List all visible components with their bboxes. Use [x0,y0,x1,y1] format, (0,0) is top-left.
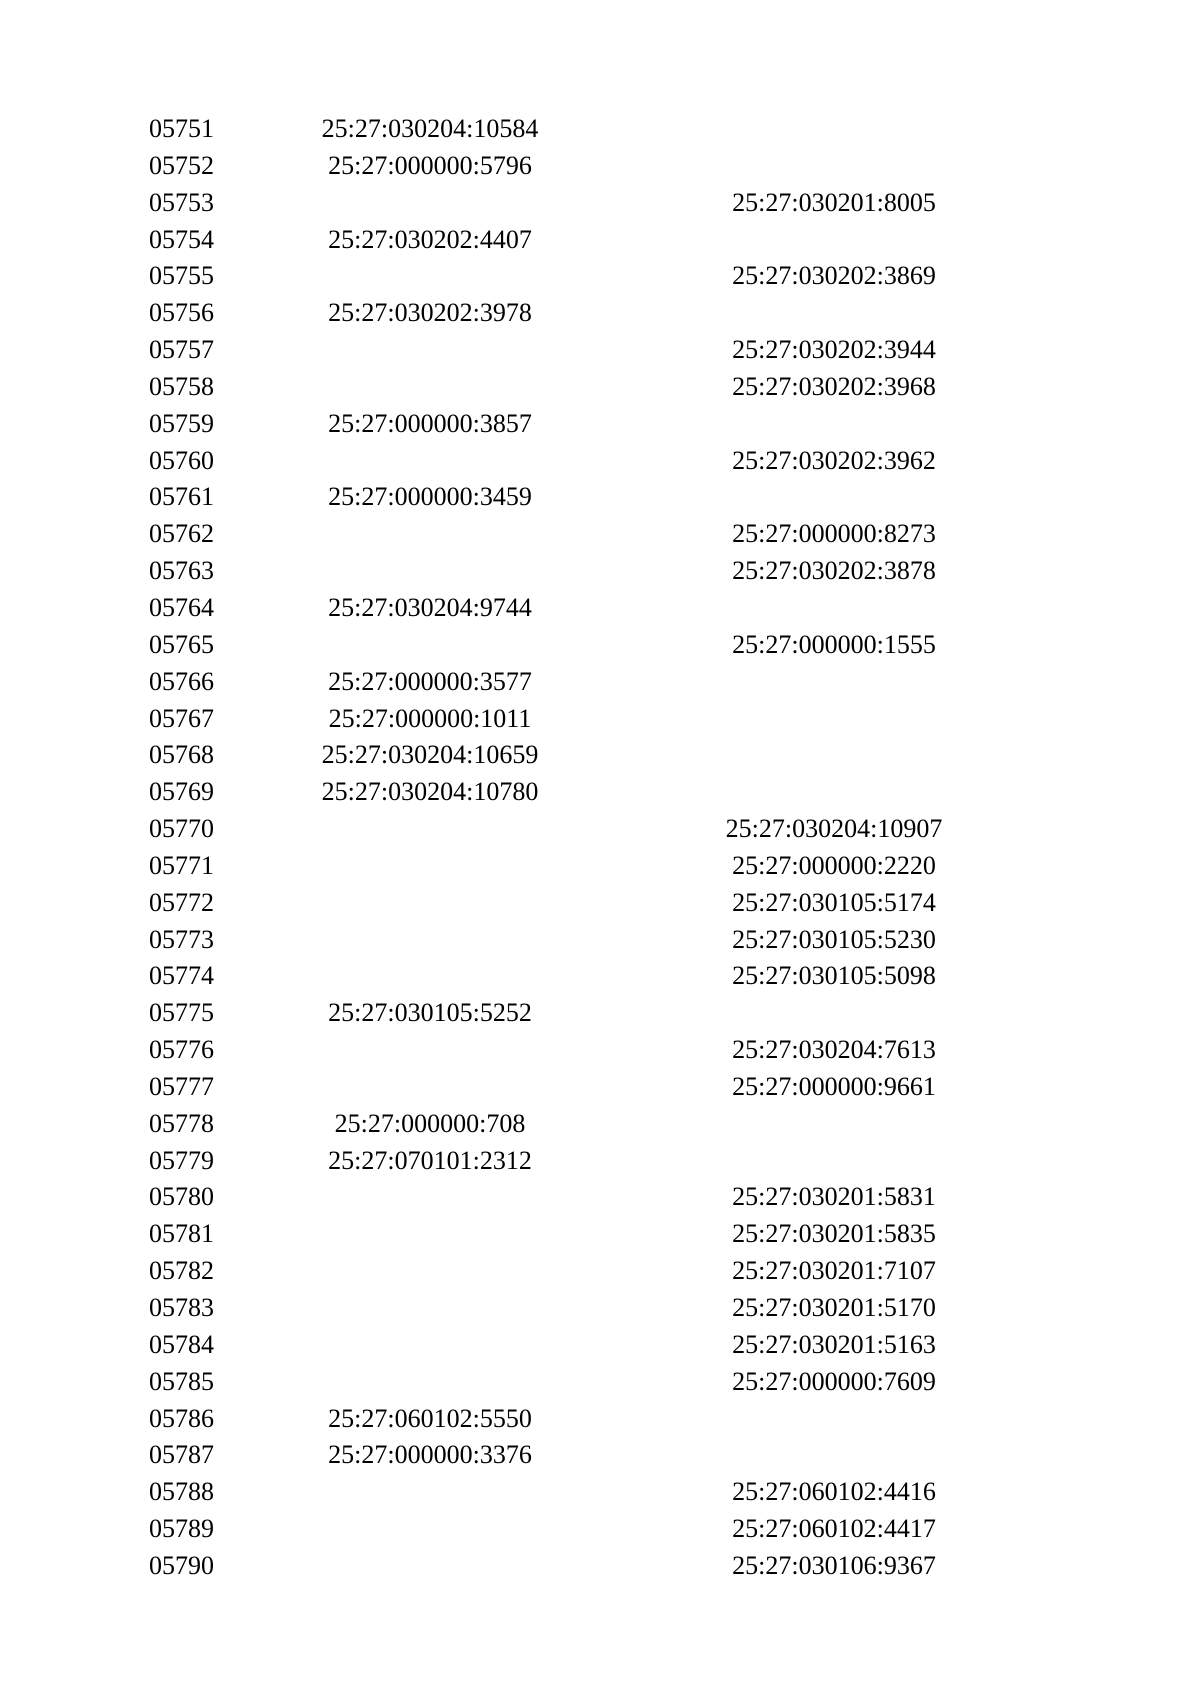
row-number: 05755 [149,261,214,291]
row-number: 05784 [149,1329,214,1359]
cadastral-number-column-b: 25:27:030204:7613 [732,1035,936,1065]
row-number: 05776 [149,1035,214,1065]
cadastral-number-column-a: 25:27:000000:5796 [328,150,532,180]
table-row [0,1032,1200,1069]
cadastral-number-column-b: 25:27:000000:1555 [732,629,936,659]
row-number: 05752 [149,150,214,180]
table-row [0,995,1200,1032]
row-number: 05769 [149,777,214,807]
row-number: 05779 [149,1145,214,1175]
cadastral-number-column-b: 25:27:030201:5163 [732,1329,936,1359]
table-row [0,1290,1200,1327]
row-number: 05770 [149,814,214,844]
row-number: 05774 [149,961,214,991]
table-row [0,774,1200,811]
table-row [0,1216,1200,1253]
row-number: 05753 [149,187,214,217]
table-row [0,1474,1200,1511]
table-row [0,848,1200,885]
table-row [0,1327,1200,1364]
row-number: 05777 [149,1071,214,1101]
table-row [0,627,1200,664]
cadastral-number-column-b: 25:27:030105:5174 [732,887,936,917]
cadastral-number-column-b: 25:27:030202:3968 [732,371,936,401]
row-number: 05790 [149,1550,214,1580]
cadastral-number-column-a: 25:27:000000:708 [334,1108,526,1138]
table-row [0,185,1200,222]
table-row [0,701,1200,738]
table-row [0,222,1200,259]
row-number: 05783 [149,1293,214,1322]
cadastral-number-column-a: 25:27:000000:3459 [328,482,532,512]
cadastral-number-column-b: 25:27:030202:3878 [732,556,936,586]
row-number: 05766 [149,666,214,696]
cadastral-number-column-b: 25:27:030204:10907 [725,814,943,844]
row-number: 05775 [149,998,214,1028]
table-row [0,737,1200,774]
table-row [0,590,1200,627]
row-number: 05761 [149,482,214,512]
table-row [0,1179,1200,1216]
cadastral-number-column-b: 25:27:060102:4417 [732,1514,936,1544]
cadastral-number-column-b: 25:27:000000:2220 [732,850,936,880]
row-number: 05760 [149,445,214,475]
cadastral-number-column-a: 25:27:030202:4407 [328,224,532,254]
row-number: 05756 [149,298,214,328]
cadastral-number-column-b: 25:27:030201:5170 [732,1293,936,1322]
row-number: 05767 [149,703,214,733]
row-number: 05786 [149,1403,214,1433]
cadastral-number-column-b: 25:27:000000:9661 [732,1071,936,1101]
table-row [0,369,1200,406]
cadastral-number-column-b: 25:27:030202:3869 [732,261,936,291]
table-row [0,1511,1200,1548]
table-row [0,295,1200,332]
table-row [0,1364,1200,1401]
cadastral-number-column-a: 25:27:000000:3857 [328,408,532,438]
row-number: 05781 [149,1219,214,1249]
row-number: 05768 [149,740,214,770]
cadastral-number-column-a: 25:27:030204:10780 [321,777,539,807]
table-row [0,922,1200,959]
cadastral-number-column-a: 25:27:000000:3376 [328,1440,532,1470]
cadastral-number-column-b: 25:27:030202:3962 [732,445,936,475]
table-row [0,148,1200,185]
row-number: 05757 [149,335,214,365]
cadastral-number-column-b: 25:27:030201:5835 [732,1219,936,1249]
cadastral-number-column-a: 25:27:030105:5252 [328,998,532,1028]
table-row [0,958,1200,995]
cadastral-number-column-a: 25:27:000000:1011 [328,703,532,733]
table-row [0,1437,1200,1474]
row-number: 05751 [149,114,214,143]
table-row [0,664,1200,701]
table-row [0,553,1200,590]
table-row [0,479,1200,516]
table-row [0,885,1200,922]
row-number: 05759 [149,408,214,438]
table-row [0,811,1200,848]
cadastral-number-column-b: 25:27:030105:5098 [732,961,936,991]
table-row [0,1253,1200,1290]
cadastral-number-column-a: 25:27:070101:2312 [328,1145,532,1175]
cadastral-number-table [0,111,1200,1585]
table-row [0,516,1200,553]
table-row [0,443,1200,480]
cadastral-number-column-a: 25:27:030204:9744 [328,592,532,622]
cadastral-number-column-b: 25:27:030105:5230 [732,924,936,954]
table-row [0,1548,1200,1585]
cadastral-number-column-b: 25:27:000000:7609 [732,1366,936,1396]
cadastral-number-column-b: 25:27:000000:8273 [732,519,936,549]
row-number: 05764 [149,592,214,622]
row-number: 05788 [149,1477,214,1507]
cadastral-number-column-a: 25:27:030204:10659 [321,740,539,770]
cadastral-number-column-b: 25:27:030201:8005 [732,187,936,217]
row-number: 05780 [149,1182,214,1212]
row-number: 05765 [149,629,214,659]
row-number: 05782 [149,1256,214,1286]
row-number: 05762 [149,519,214,549]
table-row [0,1106,1200,1143]
table-row [0,332,1200,369]
row-number: 05773 [149,924,214,954]
cadastral-number-column-a: 25:27:030204:10584 [321,114,539,143]
cadastral-number-column-b: 25:27:030201:7107 [732,1256,936,1286]
row-number: 05771 [149,850,214,880]
cadastral-number-column-b: 25:27:030106:9367 [732,1550,936,1580]
table-row [0,258,1200,295]
cadastral-number-column-a: 25:27:030202:3978 [328,298,532,328]
cadastral-number-column-b: 25:27:030201:5831 [732,1182,936,1212]
row-number: 05785 [149,1366,214,1396]
row-number: 05758 [149,371,214,401]
cadastral-number-column-b: 25:27:030202:3944 [732,335,936,365]
cadastral-number-column-a: 25:27:060102:5550 [328,1403,532,1433]
table-row [0,1401,1200,1438]
table-row [0,1069,1200,1106]
table-row [0,406,1200,443]
table-row [0,111,1200,148]
row-number: 05754 [149,224,214,254]
row-number: 05772 [149,887,214,917]
table-row [0,1143,1200,1180]
row-number: 05778 [149,1108,214,1138]
cadastral-number-column-a: 25:27:000000:3577 [328,666,532,696]
cadastral-number-column-b: 25:27:060102:4416 [732,1477,936,1507]
row-number: 05789 [149,1514,214,1544]
row-number: 05763 [149,556,214,586]
row-number: 05787 [149,1440,214,1470]
